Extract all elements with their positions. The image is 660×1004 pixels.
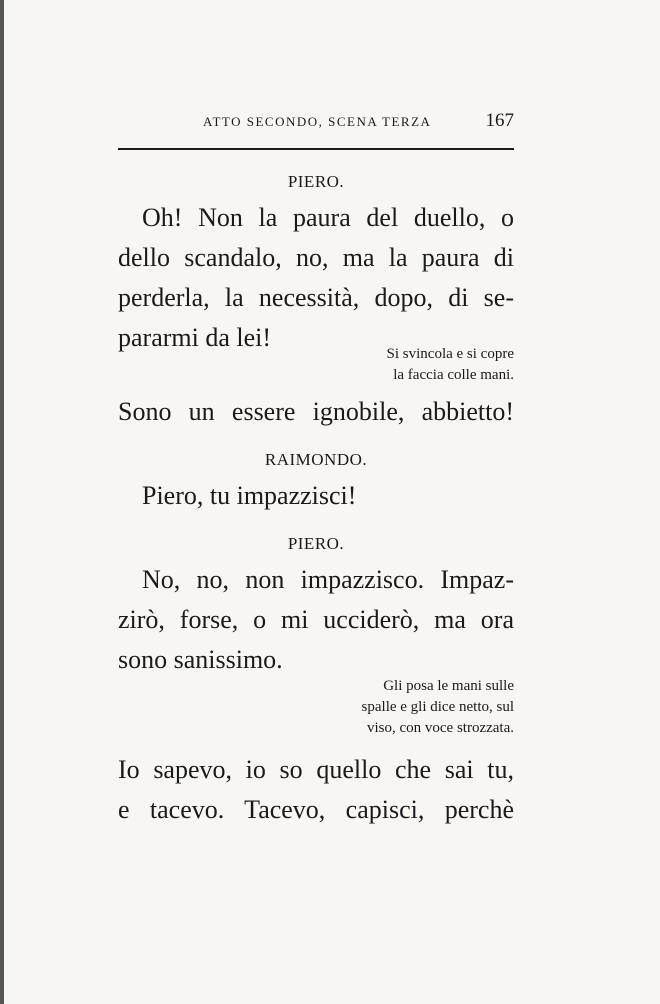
dialogue-line: Piero, tu impazzisci!: [142, 481, 357, 510]
dialogue-line: pararmi da lei!: [118, 323, 272, 352]
dialogue-line: e tacevo. Tacevo, capisci, perchè: [118, 795, 514, 824]
speaker-label: PIERO.: [287, 534, 345, 553]
dialogue-block: [118, 198, 514, 358]
dialogue-line: zirò, forse, o mi ucciderò, ma ora: [118, 605, 514, 634]
dialogue-line: sono sanissimo.: [118, 645, 283, 674]
dialogue-line: No, no, non impazzisco. Impaz-: [142, 565, 514, 594]
running-title: ATTO SECONDO, SCENA TERZA: [203, 114, 432, 129]
stage-direction: Si svincola e si copre la faccia colle mani.: [386, 346, 514, 383]
speaker-label: PIERO.: [287, 172, 345, 191]
dialogue-block: [118, 392, 514, 432]
page-edge-shadow: [0, 0, 4, 1004]
speaker-label: RAIMONDO.: [264, 450, 368, 469]
dialogue-line: dello scandalo, no, ma la paura di: [118, 243, 514, 272]
header-rule: [118, 148, 514, 150]
dialogue-line: Io sapevo, io so quello che sai tu,: [118, 755, 514, 784]
dialogue-line: Sono un essere ignobile, abbietto!: [118, 397, 514, 426]
dialogue-line: perderla, la necessità, dopo, di se-: [118, 283, 514, 312]
dialogue-block: [118, 750, 514, 830]
dialogue-line: Oh! Non la paura del duello, o: [142, 203, 514, 232]
page-number: 167: [485, 110, 514, 131]
stage-direction: Gli posa le mani sulle spalle e gli dice netto, sul viso, con voce strozzata.: [361, 678, 514, 736]
dialogue-block: [118, 560, 514, 680]
page-header: [118, 110, 514, 134]
dialogue-block: [118, 476, 514, 516]
